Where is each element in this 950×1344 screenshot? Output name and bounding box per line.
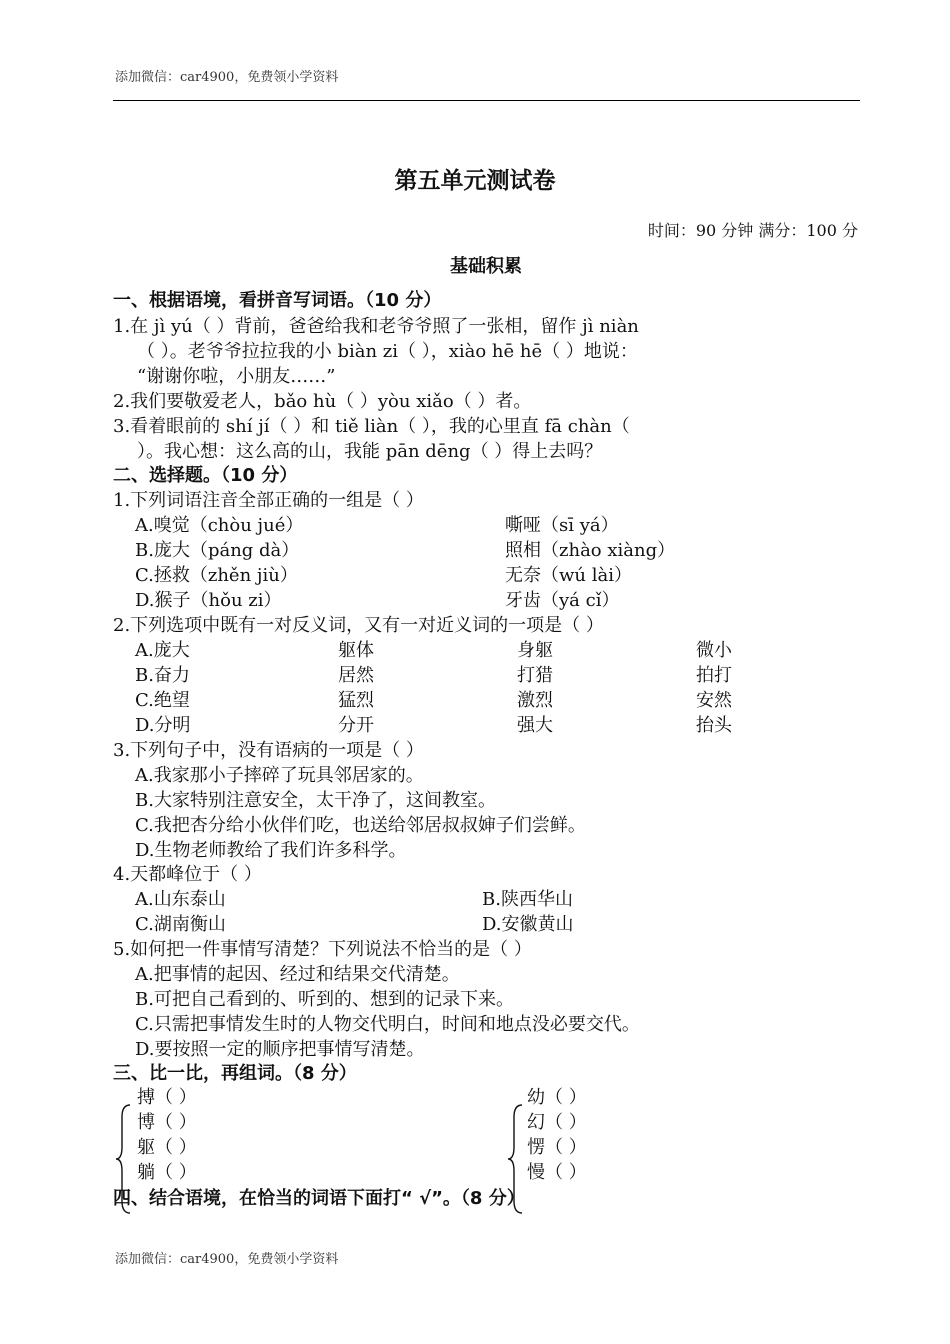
- q2-cell: D.分明: [135, 715, 191, 736]
- q5-stem: 5.如何把一件事情写清楚？下列说法不恰当的是（ ）: [113, 939, 532, 960]
- q1-option: A.嗅觉（chòu jué）: [135, 515, 304, 536]
- q2-cell: 强大: [517, 715, 553, 736]
- q2-cell: C.绝望: [135, 690, 190, 711]
- q2-cell: 躯体: [338, 640, 374, 661]
- q5-option: D.要按照一定的顺序把事情写清楚。: [135, 1039, 425, 1060]
- q4-stem: 4.天都峰位于（ ）: [113, 864, 262, 885]
- q1-option: B.庞大（páng dà）: [135, 540, 300, 561]
- q2-cell: A.庞大: [135, 640, 190, 661]
- q2-cell: 打猎: [517, 665, 553, 686]
- s1-line: “谢谢你啦，小朋友……”: [137, 366, 336, 387]
- q2-cell: 居然: [338, 665, 374, 686]
- q3-stem: 3.下列句子中，没有语病的一项是（ ）: [113, 740, 424, 761]
- header-note: 添加微信：car4900，免费领小学资料: [115, 70, 339, 85]
- compare-left-item: 博（ ）: [137, 1112, 197, 1133]
- q2-cell: 猛烈: [338, 690, 374, 711]
- q2-cell: 抬头: [696, 715, 732, 736]
- q1-option: C.拯救（zhěn jiù）: [135, 565, 298, 586]
- section2-heading: 二、选择题。（10 分）: [113, 465, 298, 486]
- s1-line: 1.在 jì yú（ ）背前，爸爸给我和老爷爷照了一张相，留作 jì niàn: [113, 316, 639, 337]
- compare-right-item: 慢（ ）: [527, 1162, 587, 1183]
- s1-line: ）。我心想：这么高的山，我能 pān dēng（ ）得上去吗？: [137, 441, 603, 462]
- section3-heading: 三、比一比，再组词。（8 分）: [113, 1063, 357, 1084]
- s1-line: （ ）。老爷爷拉拉我的小 biàn zi（ ），xiào hē hē（ ）地说：: [137, 341, 638, 362]
- compare-left-item: 躺（ ）: [137, 1162, 197, 1183]
- q4-option: C.湖南衡山: [135, 914, 226, 935]
- q2-cell: 激烈: [517, 690, 553, 711]
- q2-cell: 拍打: [696, 665, 732, 686]
- q3-option: D.生物老师教给了我们许多科学。: [135, 840, 407, 861]
- q1-option-word: 嘶哑（sī yá）: [505, 515, 619, 536]
- header-rule: [113, 100, 860, 101]
- page-title: 第五单元测试卷: [394, 168, 556, 194]
- q2-cell: 分开: [338, 715, 374, 736]
- q3-option: A.我家那小子摔碎了玩具邻居家的。: [135, 765, 424, 786]
- compare-left-item: 躯（ ）: [137, 1137, 197, 1158]
- q3-option: B.大家特别注意安全，太干净了，这间教室。: [135, 790, 496, 811]
- q4-option: D.安徽黄山: [482, 914, 574, 935]
- compare-right-item: 幻（ ）: [527, 1112, 587, 1133]
- q1-option-word: 照相（zhào xiàng）: [505, 540, 676, 561]
- footer-note: 添加微信：car4900，免费领小学资料: [115, 1252, 339, 1267]
- subtitle: 基础积累: [450, 256, 522, 277]
- q1-option-word: 牙齿（yá cǐ）: [505, 590, 620, 611]
- section1-heading: 一、根据语境，看拼音写词语。（10 分）: [113, 290, 442, 311]
- compare-right-item: 幼（ ）: [527, 1087, 587, 1108]
- compare-left-item: 搏（ ）: [137, 1087, 197, 1108]
- q1-option-word: 无奈（wú lài）: [505, 565, 632, 586]
- section4-heading: 四、结合语境，在恰当的词语下面打“ √”。（8 分）: [113, 1188, 525, 1209]
- q5-option: A.把事情的起因、经过和结果交代清楚。: [135, 964, 460, 985]
- q2-stem: 2.下列选项中既有一对反义词，又有一对近义词的一项是（ ）: [113, 615, 604, 636]
- q5-option: B.可把自己看到的、听到的、想到的记录下来。: [135, 989, 514, 1010]
- q5-option: C.只需把事情发生时的人物交代明白，时间和地点没必要交代。: [135, 1014, 640, 1035]
- s1-line: 3.看着眼前的 shí jí（ ）和 tiě liàn（ ），我的心里直 fā chàn（: [113, 416, 630, 437]
- q4-option: B.陕西华山: [482, 889, 573, 910]
- q1-option: D.猴子（hǒu zi）: [135, 590, 282, 611]
- q1-stem: 1.下列词语注音全部正确的一组是（ ）: [113, 490, 424, 511]
- q4-option: A.山东泰山: [135, 889, 226, 910]
- q2-cell: B.奋力: [135, 665, 190, 686]
- q3-option: C.我把杏分给小伙伴们吃，也送给邻居叔叔婶子们尝鲜。: [135, 815, 586, 836]
- time-info: 时间：90 分钟 满分：100 分: [647, 221, 858, 240]
- s1-line: 2.我们要敬爱老人，bǎo hù（ ）yòu xiǎo（ ）者。: [113, 391, 532, 412]
- q2-cell: 安然: [696, 690, 732, 711]
- q2-cell: 微小: [696, 640, 732, 661]
- q2-cell: 身躯: [517, 640, 553, 661]
- compare-right-item: 愣（ ）: [527, 1137, 587, 1158]
